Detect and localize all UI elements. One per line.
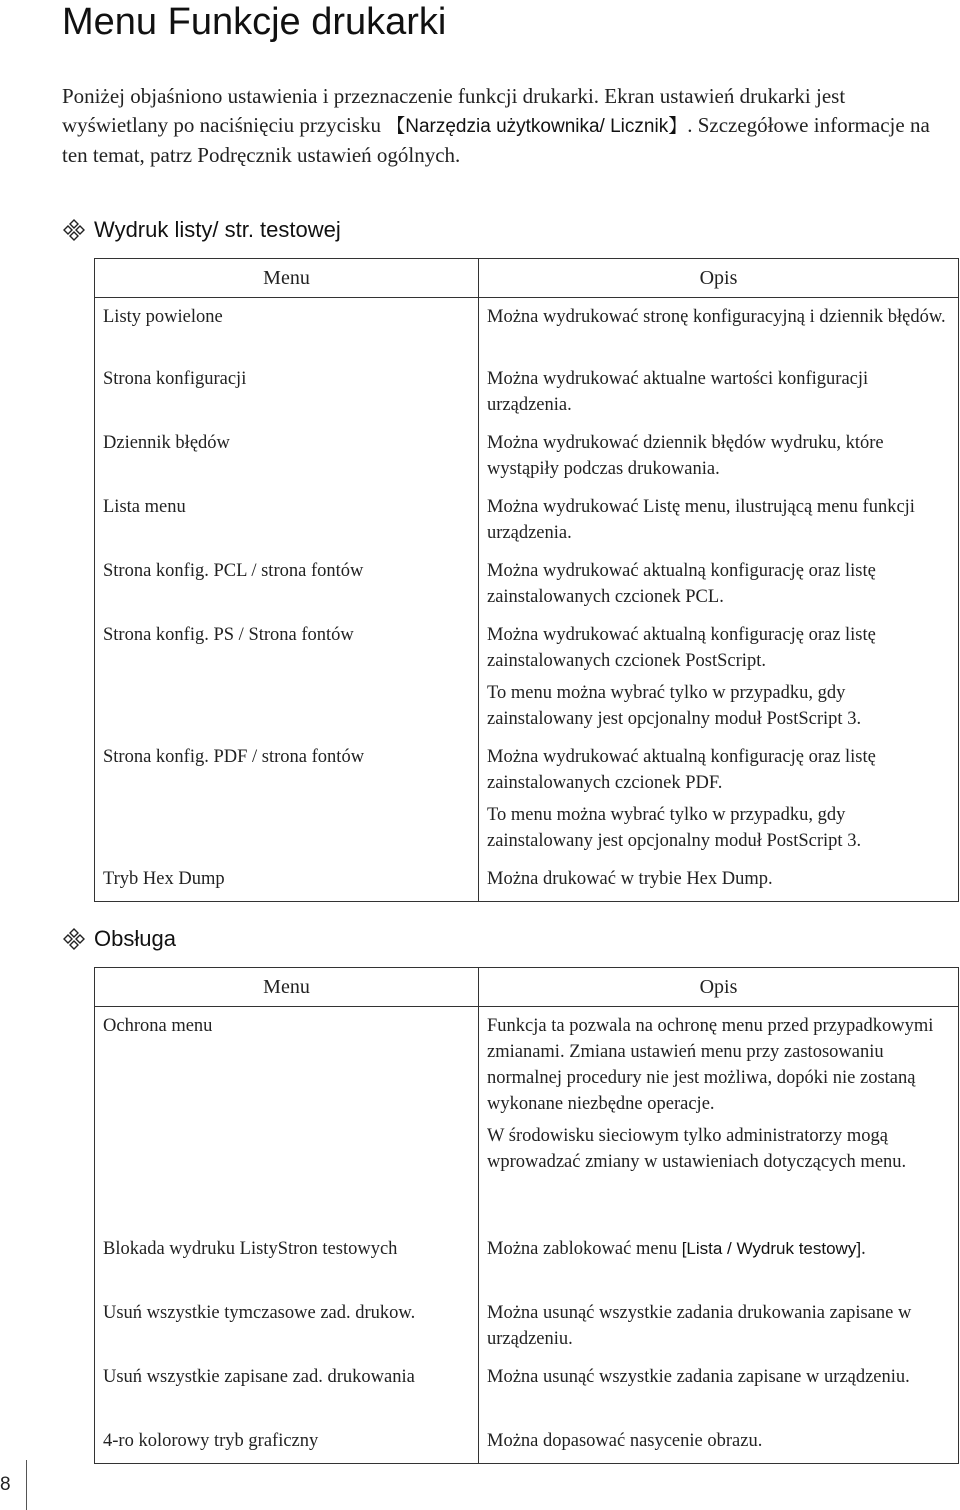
description-text bbox=[487, 1236, 950, 1262]
description-cell bbox=[479, 1007, 959, 1232]
menu-item-cell: Usuń wszystkie tymczasowe zad. drukow. bbox=[95, 1296, 479, 1360]
diamond-bullet-icon bbox=[62, 218, 86, 242]
description-text-end: . bbox=[861, 1238, 866, 1259]
user-tools-key-label: 【Narzędzia użytkownika/ Licznik】 bbox=[386, 116, 688, 137]
description-text: Funkcja ta pozwala na ochronę menu przed przypadkowymi zmianami. Zmiana ustawień menu przy zastosowaniu normalnej procedury nie jest możliwa, dopóki nie zostaną wykonane niezbędne operacje. bbox=[487, 1016, 934, 1114]
table-row bbox=[95, 618, 959, 740]
table-row bbox=[95, 1232, 959, 1296]
intro-text-start: Poniżej objaśniono ustawienia i przeznaczenie funkcji drukarki. Ekran ustawień drukarki jest wyświetlany po naciśnięciu przycisku bbox=[62, 84, 846, 137]
description-note: W środowisku sieciowym tylko administratorzy mogą wprowadzać zmiany w ustawieniach dotyczących menu. bbox=[487, 1126, 907, 1172]
description-cell bbox=[479, 1360, 959, 1424]
menu-item-cell: Blokada wydruku ListyStron testowych bbox=[95, 1232, 479, 1296]
table-row bbox=[95, 740, 959, 862]
description-cell bbox=[479, 1232, 959, 1296]
menu-item-cell: Dziennik błędów bbox=[95, 426, 479, 490]
description-cell bbox=[479, 618, 959, 740]
table-row bbox=[95, 1360, 959, 1424]
table-row bbox=[95, 554, 959, 618]
description-cell bbox=[479, 862, 959, 902]
description-text: Można wydrukować Listę menu, ilustrującą menu funkcji urządzenia. bbox=[487, 496, 915, 543]
description-cell bbox=[479, 740, 959, 862]
column-header-menu: Menu bbox=[95, 968, 479, 1007]
section-heading-text: Obsługa bbox=[94, 926, 176, 951]
description-cell bbox=[479, 554, 959, 618]
column-header-menu: Menu bbox=[95, 259, 479, 298]
column-header-description: Opis bbox=[479, 259, 959, 298]
table-row bbox=[95, 426, 959, 490]
description-text: Można wydrukować aktualną konfigurację oraz listę zainstalowanych czcionek PCL. bbox=[487, 560, 876, 607]
menu-item-cell: Strona konfig. PCL / strona fontów bbox=[95, 554, 479, 618]
section-heading-text: Wydruk listy/ str. testowej bbox=[94, 217, 341, 242]
description-cell bbox=[479, 490, 959, 554]
maintenance-menu-table bbox=[94, 967, 959, 1464]
table-row bbox=[95, 1424, 959, 1464]
menu-item-cell: Tryb Hex Dump bbox=[95, 862, 479, 902]
table-row bbox=[95, 490, 959, 554]
table-row bbox=[95, 298, 959, 362]
table-header-row bbox=[95, 968, 959, 1007]
column-header-description: Opis bbox=[479, 968, 959, 1007]
description-text: Można dopasować nasycenie obrazu. bbox=[487, 1430, 763, 1451]
menu-item-cell: Lista menu bbox=[95, 490, 479, 554]
table-header-row bbox=[95, 259, 959, 298]
table-row bbox=[95, 362, 959, 426]
menu-item-cell: Strona konfig. PS / Strona fontów bbox=[95, 618, 479, 740]
menu-item-cell: 4-ro kolorowy tryb graficzny bbox=[95, 1424, 479, 1464]
page-title: Menu Funkcje drukarki bbox=[62, 1, 447, 43]
menu-item-cell: Strona konfiguracji bbox=[95, 362, 479, 426]
menu-item-cell: Listy powielone bbox=[95, 298, 479, 362]
description-text: Można wydrukować aktualną konfigurację oraz listę zainstalowanych czcionek PostScript. bbox=[487, 624, 876, 671]
description-cell bbox=[479, 426, 959, 490]
description-text: Można usunąć wszystkie zadania drukowania zapisane w urządzeniu. bbox=[487, 1302, 912, 1349]
menu-item-cell: Strona konfig. PDF / strona fontów bbox=[95, 740, 479, 862]
description-cell bbox=[479, 298, 959, 362]
section-heading-maintenance bbox=[62, 925, 176, 953]
page-edge-rule bbox=[26, 1460, 27, 1510]
description-text-start: Można zablokować menu bbox=[487, 1238, 682, 1259]
intro-paragraph bbox=[62, 82, 942, 170]
description-text: Można wydrukować aktualną konfigurację oraz listę zainstalowanych czcionek PDF. bbox=[487, 746, 876, 793]
menu-reference-label: [Lista / Wydruk testowy] bbox=[681, 1238, 862, 1258]
intro-text-end: . Szczegółowe informacje na ten temat, patrz Podręcznik ustawień ogólnych. bbox=[62, 113, 930, 167]
table-row bbox=[95, 1296, 959, 1360]
table-row bbox=[95, 1007, 959, 1232]
section-heading-test-print bbox=[62, 216, 341, 244]
menu-item-cell: Ochrona menu bbox=[95, 1007, 479, 1232]
description-text: Można wydrukować aktualne wartości konfiguracji urządzenia. bbox=[487, 368, 869, 415]
table-row bbox=[95, 862, 959, 902]
description-cell bbox=[479, 1424, 959, 1464]
description-note: To menu można wybrać tylko w przypadku, gdy zainstalowany jest opcjonalny moduł PostScript 3. bbox=[487, 804, 862, 851]
description-note: To menu można wybrać tylko w przypadku, gdy zainstalowany jest opcjonalny moduł PostScript 3. bbox=[487, 682, 862, 729]
test-print-menu-table bbox=[94, 258, 959, 902]
page-number: 8 bbox=[0, 1474, 11, 1495]
description-text: Można usunąć wszystkie zadania zapisane w urządzeniu. bbox=[487, 1366, 910, 1387]
description-cell bbox=[479, 1296, 959, 1360]
menu-item-cell: Usuń wszystkie zapisane zad. drukowania bbox=[95, 1360, 479, 1424]
diamond-bullet-icon bbox=[62, 927, 86, 951]
description-text: Można wydrukować dziennik błędów wydruku, które wystąpiły podczas drukowania. bbox=[487, 432, 884, 479]
description-text: Można drukować w trybie Hex Dump. bbox=[487, 868, 773, 889]
description-text: Można wydrukować stronę konfiguracyjną i dziennik błędów. bbox=[487, 307, 946, 327]
description-cell bbox=[479, 362, 959, 426]
